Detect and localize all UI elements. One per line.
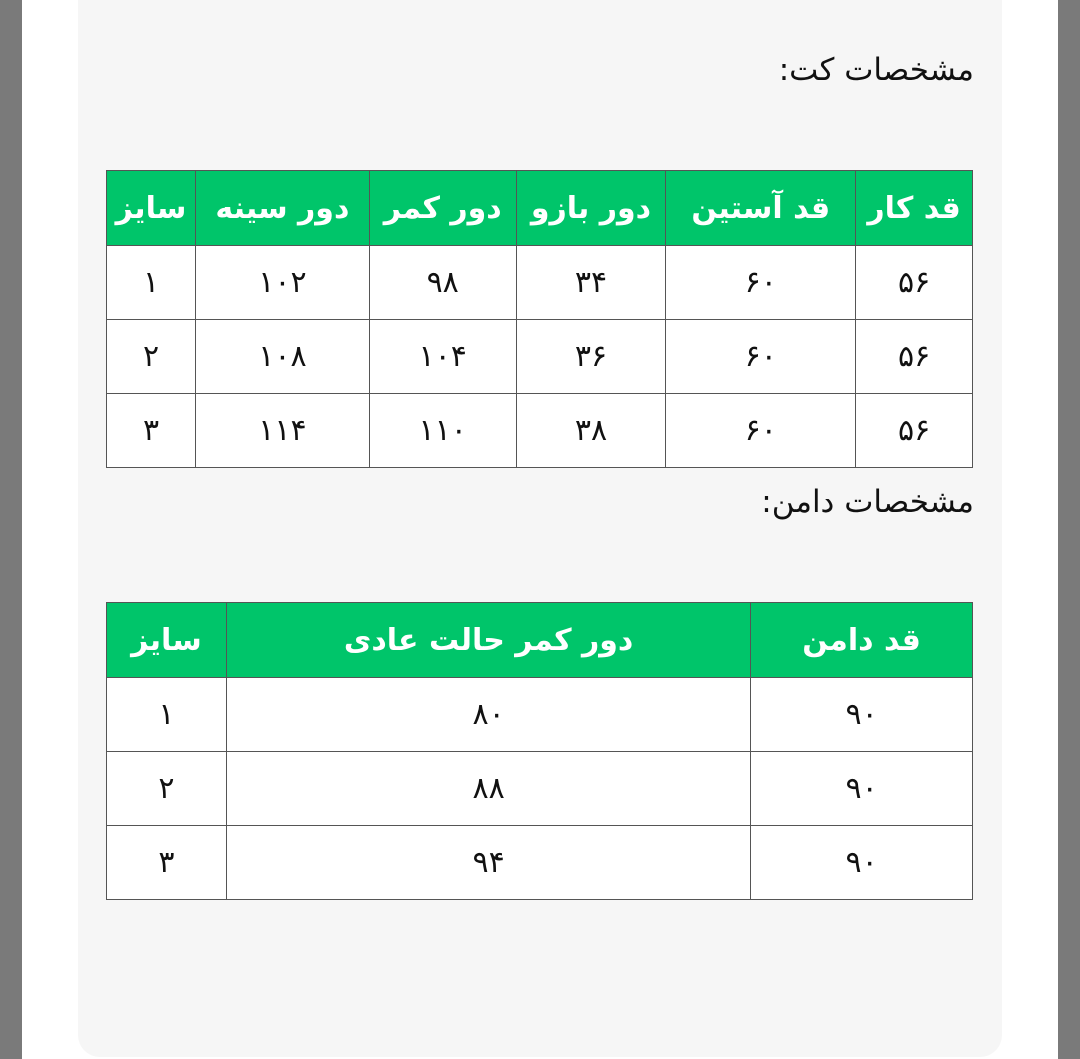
table-cell: ۳۴ [516, 246, 666, 320]
table-cell: ۵۶ [856, 246, 973, 320]
table-cell: ۲ [107, 752, 227, 826]
skirt-size-table [106, 602, 973, 900]
table-cell: ۱۰۸ [196, 320, 370, 394]
jacket-size-table [106, 170, 973, 468]
table-cell: ۱۰۲ [196, 246, 370, 320]
table-row [107, 826, 973, 900]
header-cell: قد کار [856, 171, 973, 246]
header-cell: دور بازو [516, 171, 666, 246]
table-cell: ۵۶ [856, 394, 973, 468]
table-row [107, 752, 973, 826]
table-cell: ۹۰ [751, 826, 973, 900]
table-cell: ۲ [107, 320, 196, 394]
table-cell: ۳ [107, 394, 196, 468]
table-cell: ۹۴ [226, 826, 750, 900]
content-card [78, 0, 1002, 1057]
table-cell: ۹۸ [369, 246, 516, 320]
table-cell: ۱۱۴ [196, 394, 370, 468]
table-cell: ۹۰ [751, 752, 973, 826]
table-cell: ۱ [107, 678, 227, 752]
header-cell: دور کمر حالت عادی [226, 603, 750, 678]
table-cell: ۱۰۴ [369, 320, 516, 394]
table-row [107, 678, 973, 752]
header-cell: سایز [107, 603, 227, 678]
table-cell: ۹۰ [751, 678, 973, 752]
table-cell: ۳۶ [516, 320, 666, 394]
table-header-row [107, 171, 973, 246]
table-cell: ۱۱۰ [369, 394, 516, 468]
jacket-section-title: مشخصات کت: [778, 52, 974, 88]
table-header-row [107, 603, 973, 678]
table-cell: ۳۸ [516, 394, 666, 468]
skirt-section-title: مشخصات دامن: [761, 484, 974, 520]
table-cell: ۸۰ [226, 678, 750, 752]
table-row [107, 246, 973, 320]
header-cell: سایز [107, 171, 196, 246]
table-cell: ۸۸ [226, 752, 750, 826]
table-cell: ۶۰ [666, 394, 856, 468]
table-cell: ۳ [107, 826, 227, 900]
header-cell: قد دامن [751, 603, 973, 678]
table-row [107, 394, 973, 468]
table-cell: ۶۰ [666, 246, 856, 320]
header-cell: دور کمر [369, 171, 516, 246]
table-row [107, 320, 973, 394]
header-cell: قد آستین [666, 171, 856, 246]
table-cell: ۵۶ [856, 320, 973, 394]
table-cell: ۶۰ [666, 320, 856, 394]
screen [22, 0, 1058, 1059]
table-cell: ۱ [107, 246, 196, 320]
header-cell: دور سینه [196, 171, 370, 246]
